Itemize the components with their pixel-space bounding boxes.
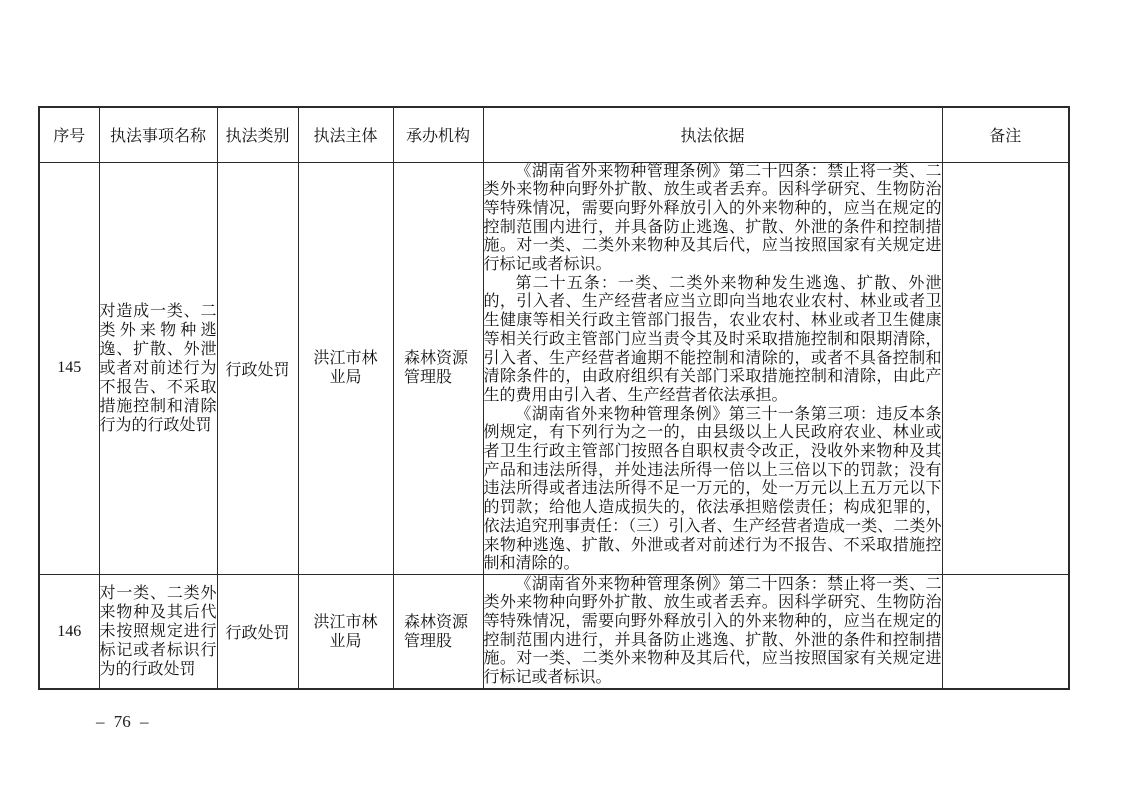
cell-item-name [99,574,217,689]
item-name-text: 对一类、二类外来物种及其后代未按照规定进行标记或者标识行为的行政处罚 [99,585,217,679]
item-name-text: 对造成一类、二类外来物种逃逸、扩散、外泄或者对前述行为不报告、不采取措施控制和清除行为的行政处罚 [99,302,217,434]
agency-text: 森林资源管理股 [404,350,469,387]
cell-remark [942,162,1069,574]
header-agency: 承办机构 [393,107,483,162]
cell-basis [483,162,942,574]
cell-basis [483,574,942,689]
basis-paragraph: 《湖南省外来物种管理条例》第三十一条第三项：违反本条例规定，有下列行为之一的，由县级以上人民政府农业、林业或者卫生行政主管部门按照各自职权责令改正，没收外来物种及其产品和违法所得，并处违法所得一倍以上三倍以下的罚款；没有违法所得或者违法所得不足一万元的，处一万元以上五万元以下的罚款；给他人造成损失的，依法承担赔偿责任；构成犯罪的，依法追究刑事责任：（三）引入者、生产经营者造成一类、二类外来物种逃逸、扩散、外泄或者对前述行为不报告、不采取措施控制和清除的。 [483,405,942,573]
table-row-146 [39,574,1069,689]
cell-remark [942,574,1069,689]
cell-category: 行政处罚 [217,574,298,689]
page-number: – 76 – [96,712,149,731]
header-subject: 执法主体 [298,107,393,162]
header-item-name: 执法事项名称 [99,107,217,162]
enforcement-table [38,106,1070,690]
basis-paragraph: 《湖南省外来物种管理条例》第二十四条：禁止将一类、二类外来物种向野外扩散、放生或者丢弃。因科学研究、生物防治等特殊情况，需要向野外释放引入的外来物种的，应当在规定的控制范围内进行，并具备防止逃逸、扩散、外泄的条件和控制措施。对一类、二类外来物种及其后代，应当按照国家有关规定进行标记或者标识。 [483,575,942,687]
cell-agency [393,162,483,574]
cell-subject [298,574,393,689]
header-remark: 备注 [942,107,1069,162]
cell-agency [393,574,483,689]
header-basis: 执法依据 [483,107,942,162]
table-header-row [39,107,1069,162]
table-row-145 [39,162,1069,574]
subject-text: 洪江市林业局 [313,613,378,650]
subject-text: 洪江市林业局 [313,350,378,387]
header-category: 执法类别 [217,107,298,162]
header-no: 序号 [39,107,99,162]
cell-no: 146 [39,574,99,689]
basis-paragraph: 《湖南省外来物种管理条例》第二十四条：禁止将一类、二类外来物种向野外扩散、放生或者丢弃。因科学研究、生物防治等特殊情况，需要向野外释放引入的外来物种的，应当在规定的控制范围内进行，并具备防止逃逸、扩散、外泄的条件和控制措施。对一类、二类外来物种及其后代，应当按照国家有关规定进行标记或者标识。 [483,162,942,274]
cell-item-name [99,162,217,574]
cell-no: 145 [39,162,99,574]
agency-text: 森林资源管理股 [404,613,469,650]
cell-category: 行政处罚 [217,162,298,574]
cell-subject [298,162,393,574]
basis-paragraph: 第二十五条：一类、二类外来物种发生逃逸、扩散、外泄的，引入者、生产经营者应当立即向当地农业农村、林业或者卫生健康等相关行政主管部门报告，农业农村、林业或者卫生健康等相关行政主管部门应当责令其及时采取措施控制和限期清除，引入者、生产经营者逾期不能控制和清除的，或者不具备控制和清除条件的，由政府组织有关部门采取措施控制和清除，由此产生的费用由引入者、生产经营者依法承担。 [483,274,942,404]
